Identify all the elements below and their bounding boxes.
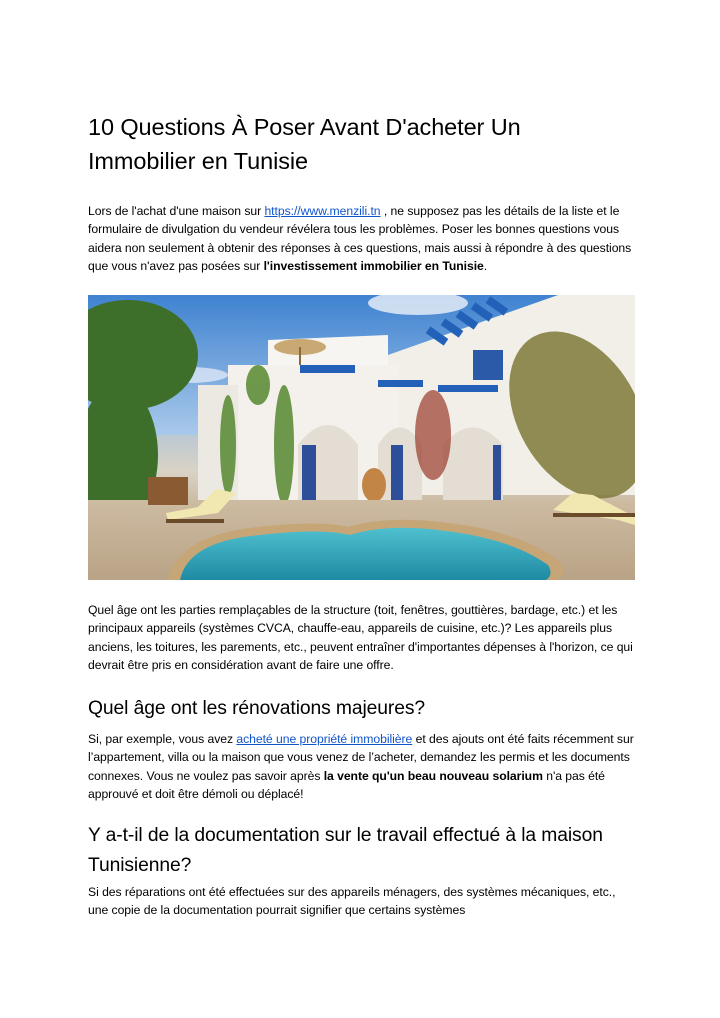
title-line-1: 10 Questions À Poser Avant D'acheter Un [88,114,521,140]
title-line-2: Immobilier en Tunisie [88,148,308,174]
documentation-paragraph: Si des réparations ont été effectuées sur des appareils ménagers, des systèmes mécaniques, etc., une copie de la documentation pourrait signifier que certains systèmes [88,885,616,918]
renovations-text: n'a pas été approuvé et doit être démoli ou déplacé! [88,768,605,802]
menzili-link[interactable]: https://www.menzili.tn [264,204,381,218]
hero-image [88,295,635,580]
intro-text: , ne supposez pas les détails de la liste et le formulaire de divulgation du vendeur révélera tous les problèmes. Poser les bonnes questions vous aidera non seulement à obtenir des réponses à ces questions, mais aussi à répondre à des questions que vous n'avez pas posées sur [88,204,632,274]
section-heading-renovations: Quel âge ont les rénovations majeures? [88,698,426,719]
document-title [88,110,636,178]
age-parts-paragraph: Quel âge ont les parties remplaçables de la structure (toit, fenêtres, gouttières, bardage, etc.) et les principaux appareils (systèmes CVCA, chauffe-eau, appareils de cuisine, etc.)? Les appareils plus anciens, les toitures, les parements, etc., peuvent entraîner d'importantes dépenses à l'horizon, ce qui devrait être pris en considération avant de faire une offre. [88,603,633,673]
renovations-bold-text: la vente qu'un beau nouveau solarium [323,768,543,783]
tunisian-house-illustration [88,295,635,580]
renovations-paragraph [88,730,638,804]
intro-bold-text: l'investissement immobilier en Tunisie [263,259,484,274]
property-link[interactable]: acheté une propriété immobilière [236,732,413,746]
renovations-text: Si, par exemple, vous avez [88,732,237,746]
intro-text: . [483,259,488,274]
section-heading-documentation: Y a-t-il de la documentation sur le travail effectué à la maison Tunisienne? [88,825,603,876]
intro-paragraph [88,202,638,276]
renovations-text: et des ajouts ont été faits récemment sur l’appartement, villa ou la maison que vous venez de l’acheter, demandez les permis et les documents connexes. Vous ne voulez pas savoir après [88,732,634,783]
intro-text: Lors de l'achat d'une maison sur [88,204,265,218]
